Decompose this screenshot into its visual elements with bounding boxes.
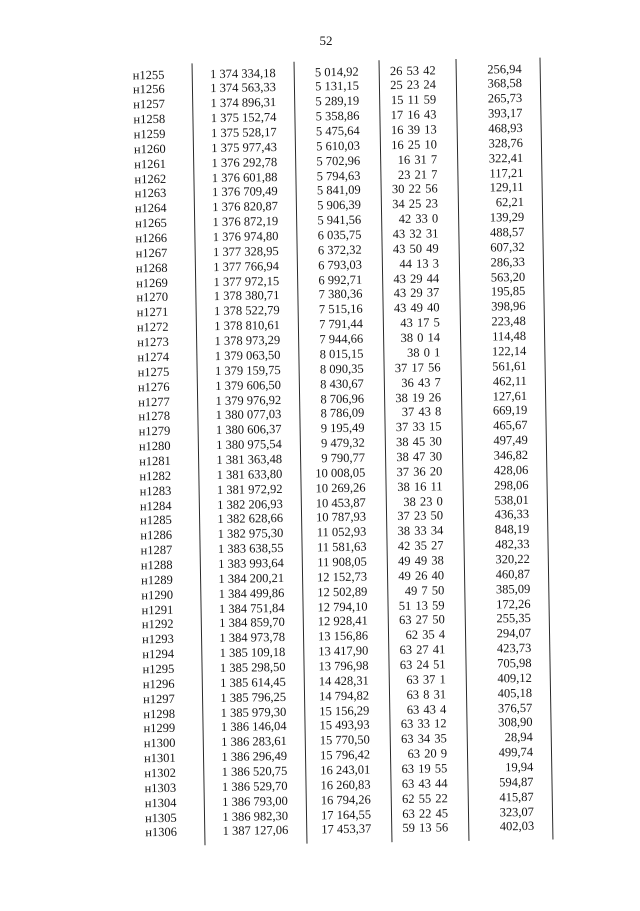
- cell-x-coordinate: 1 386 982,30: [222, 808, 289, 824]
- cell-y-coordinate: 5 475,64: [315, 123, 360, 139]
- cell-direction-angle: 38 16 11: [397, 478, 443, 494]
- cell-direction-angle: 43 49 40: [393, 300, 440, 316]
- cell-x-coordinate: 1 376 820,87: [212, 199, 279, 215]
- cell-distance: 172,26: [496, 596, 531, 611]
- cell-y-coordinate: 16 243,01: [320, 762, 371, 778]
- cell-y-coordinate: 10 787,93: [315, 509, 367, 525]
- cell-point-name: н1270: [136, 290, 169, 305]
- cell-distance: 415,87: [499, 789, 534, 805]
- cell-point-name: н1262: [134, 171, 167, 186]
- cell-x-coordinate: 1 381 633,80: [216, 466, 283, 482]
- cell-direction-angle: 38 45 30: [395, 434, 442, 450]
- cell-point-name: н1266: [135, 230, 168, 246]
- cell-point-name: н1297: [142, 691, 175, 706]
- cell-x-coordinate: 1 381 972,92: [216, 481, 283, 497]
- cell-y-coordinate: 5 610,03: [316, 138, 361, 154]
- cell-point-name: н1306: [145, 825, 178, 840]
- cell-point-name: н1278: [138, 409, 171, 424]
- cell-point-name: н1284: [139, 498, 172, 513]
- cell-y-coordinate: 7 515,16: [318, 301, 363, 317]
- cell-y-coordinate: 17 164,55: [320, 807, 372, 822]
- cell-direction-angle: 38 0 14: [400, 330, 441, 346]
- cell-distance: 256,94: [487, 61, 522, 77]
- cell-distance: 409,12: [497, 670, 532, 686]
- cell-point-name: н1283: [139, 483, 172, 498]
- cell-distance: 294,07: [496, 626, 532, 641]
- cell-point-name: н1296: [142, 676, 175, 692]
- cell-point-name: н1260: [133, 141, 166, 157]
- cell-direction-angle: 49 49 38: [397, 553, 444, 569]
- cell-point-name: н1265: [135, 216, 167, 231]
- cell-distance: 223,48: [491, 314, 526, 329]
- cell-x-coordinate: 1 384 499,86: [218, 585, 285, 601]
- cell-y-coordinate: 17 453,37: [321, 821, 372, 837]
- cell-distance: 468,93: [488, 120, 523, 136]
- cell-x-coordinate: 1 380 606,37: [215, 422, 282, 438]
- cell-y-coordinate: 5 014,92: [314, 64, 359, 79]
- cell-y-coordinate: 10 008,05: [315, 465, 366, 481]
- cell-direction-angle: 15 11 59: [390, 92, 437, 108]
- cell-y-coordinate: 6 035,75: [317, 227, 362, 243]
- cell-distance: 563,20: [490, 269, 526, 285]
- cell-x-coordinate: 1 386 520,75: [221, 763, 288, 779]
- cell-distance: 308,90: [498, 715, 533, 730]
- cell-x-coordinate: 1 386 296,49: [221, 749, 288, 765]
- cell-x-coordinate: 1 385 979,30: [220, 704, 287, 720]
- cell-point-name: н1291: [141, 602, 174, 617]
- cell-direction-angle: 37 43 8: [401, 404, 442, 420]
- cell-y-coordinate: 16 260,83: [320, 777, 371, 793]
- cell-y-coordinate: 15 156,29: [319, 703, 370, 718]
- cell-point-name: н1269: [136, 275, 168, 290]
- cell-y-coordinate: 10 269,26: [315, 480, 366, 496]
- cell-x-coordinate: 1 384 751,84: [218, 600, 285, 616]
- cell-direction-angle: 17 16 43: [390, 107, 437, 123]
- cell-y-coordinate: 5 941,56: [317, 212, 362, 228]
- cell-x-coordinate: 1 382 975,30: [217, 526, 284, 542]
- cell-distance: 499,74: [498, 744, 534, 760]
- cell-x-coordinate: 1 386 146,04: [220, 719, 287, 735]
- cell-distance: 322,41: [488, 150, 524, 166]
- cell-point-name: н1275: [137, 364, 170, 380]
- cell-y-coordinate: 14 428,31: [318, 673, 369, 689]
- cell-y-coordinate: 6 372,32: [317, 242, 362, 258]
- cell-x-coordinate: 1 376 601,88: [211, 169, 278, 185]
- cell-distance: 705,98: [497, 655, 532, 671]
- cell-x-coordinate: 1 375 528,17: [210, 125, 277, 141]
- cell-point-name: н1280: [138, 438, 171, 454]
- cell-point-name: н1268: [135, 260, 168, 276]
- cell-distance: 298,06: [494, 477, 529, 493]
- cell-direction-angle: 43 17 5: [400, 315, 440, 331]
- cell-direction-angle: 43 50 49: [392, 241, 439, 257]
- cell-distance: 398,96: [491, 299, 526, 314]
- cell-distance: 129,11: [489, 180, 524, 195]
- cell-distance: 497,49: [493, 432, 528, 448]
- cell-x-coordinate: 1 374 896,31: [210, 95, 277, 111]
- cell-distance: 19,94: [505, 759, 534, 775]
- cell-point-name: н1279: [138, 424, 171, 439]
- cell-distance: 127,61: [492, 388, 528, 403]
- cell-direction-angle: 37 17 56: [394, 360, 441, 375]
- cell-y-coordinate: 5 906,39: [317, 197, 362, 213]
- cell-x-coordinate: 1 377 766,94: [213, 258, 280, 274]
- cell-x-coordinate: 1 376 872,19: [212, 214, 279, 230]
- cell-x-coordinate: 1 380 077,03: [215, 407, 282, 423]
- cell-direction-angle: 43 29 44: [393, 270, 440, 286]
- cell-y-coordinate: 13 796,98: [318, 658, 369, 674]
- cell-x-coordinate: 1 385 109,18: [219, 645, 286, 661]
- cell-distance: 482,33: [495, 536, 530, 552]
- cell-x-coordinate: 1 377 328,95: [212, 243, 279, 259]
- cell-x-coordinate: 1 380 975,54: [216, 437, 282, 453]
- cell-direction-angle: 16 25 10: [391, 137, 438, 152]
- cell-direction-angle: 30 22 56: [391, 181, 438, 197]
- cell-y-coordinate: 12 794,10: [317, 599, 368, 614]
- cell-direction-angle: 37 36 20: [396, 464, 443, 479]
- cell-x-coordinate: 1 375 977,43: [211, 139, 278, 155]
- cell-distance: 607,32: [490, 239, 525, 255]
- cell-point-name: н1294: [142, 646, 175, 662]
- cell-point-name: н1274: [137, 349, 170, 365]
- cell-point-name: н1290: [141, 587, 174, 602]
- cell-direction-angle: 37 23 50: [397, 508, 444, 524]
- cell-point-name: н1301: [143, 750, 176, 766]
- cell-x-coordinate: 1 385 298,50: [219, 659, 286, 675]
- cell-distance: 265,73: [487, 91, 523, 106]
- cell-y-coordinate: 12 928,41: [317, 613, 368, 629]
- cell-point-name: н1259: [133, 126, 166, 142]
- cell-point-name: н1288: [140, 557, 173, 573]
- cell-point-name: н1255: [132, 67, 165, 82]
- cell-point-name: н1289: [140, 572, 173, 588]
- cell-x-coordinate: 1 378 522,79: [213, 303, 280, 319]
- cell-y-coordinate: 10 453,87: [315, 495, 366, 510]
- cell-direction-angle: 36 43 7: [401, 374, 441, 390]
- cell-distance: 385,09: [495, 581, 531, 597]
- cell-distance: 488,57: [489, 224, 525, 240]
- cell-distance: 195,85: [490, 284, 526, 299]
- cell-point-name: н1267: [135, 245, 168, 261]
- cell-distance: 328,76: [488, 135, 524, 151]
- cell-distance: 376,57: [497, 700, 533, 715]
- cell-point-name: н1302: [144, 765, 177, 781]
- cell-point-name: н1263: [134, 186, 167, 201]
- cell-direction-angle: 43 32 31: [392, 226, 439, 242]
- cell-y-coordinate: 15 493,93: [319, 717, 370, 733]
- cell-direction-angle: 63 22 45: [402, 805, 449, 821]
- cell-x-coordinate: 1 382 206,93: [217, 496, 283, 512]
- cell-x-coordinate: 1 378 380,71: [213, 288, 280, 304]
- cell-x-coordinate: 1 379 159,75: [214, 362, 281, 378]
- cell-y-coordinate: 15 796,42: [319, 747, 371, 763]
- cell-distance: 460,87: [495, 566, 531, 582]
- cell-y-coordinate: 13 417,90: [318, 643, 369, 659]
- cell-x-coordinate: 1 374 334,18: [209, 65, 276, 81]
- cell-x-coordinate: 1 386 283,61: [221, 734, 287, 750]
- cell-direction-angle: 63 24 51: [399, 657, 446, 673]
- page-number: 52: [319, 33, 333, 48]
- cell-x-coordinate: 1 379 976,92: [215, 392, 282, 408]
- cell-y-coordinate: 8 015,15: [319, 346, 364, 362]
- cell-direction-angle: 63 8 31: [406, 686, 447, 702]
- cell-x-coordinate: 1 374 563,33: [210, 80, 277, 96]
- cell-point-name: н1257: [133, 97, 166, 112]
- cell-distance: 323,07: [499, 804, 535, 819]
- cell-direction-angle: 63 20 9: [407, 746, 448, 762]
- cell-y-coordinate: 5 289,19: [315, 93, 360, 109]
- cell-direction-angle: 49 26 40: [398, 568, 445, 583]
- cell-direction-angle: 63 27 41: [399, 642, 446, 658]
- cell-y-coordinate: 5 131,15: [315, 79, 360, 94]
- cell-y-coordinate: 6 793,03: [318, 257, 363, 273]
- cell-direction-angle: 51 13 59: [398, 597, 445, 613]
- cell-distance: 368,58: [487, 76, 523, 91]
- cell-distance: 405,18: [497, 685, 533, 701]
- cell-point-name: н1300: [143, 736, 176, 751]
- cell-direction-angle: 63 19 55: [401, 761, 448, 777]
- cell-distance: 423,73: [496, 640, 532, 656]
- cell-x-coordinate: 1 382 628,66: [217, 511, 284, 527]
- cell-y-coordinate: 8 706,96: [320, 391, 365, 406]
- cell-distance: 393,17: [487, 106, 523, 121]
- cell-y-coordinate: 5 841,09: [316, 183, 361, 198]
- cell-y-coordinate: 15 770,50: [319, 732, 370, 748]
- cell-point-name: н1299: [143, 721, 176, 736]
- cell-direction-angle: 38 23 0: [403, 493, 443, 509]
- cell-direction-angle: 38 19 26: [395, 389, 442, 405]
- cell-y-coordinate: 12 502,89: [317, 584, 368, 600]
- cell-point-name: н1264: [134, 201, 167, 216]
- cell-direction-angle: 63 33 12: [400, 716, 447, 732]
- cell-y-coordinate: 11 052,93: [316, 524, 367, 540]
- cell-distance: 594,87: [499, 774, 534, 790]
- cell-direction-angle: 42 35 27: [397, 538, 444, 554]
- cell-point-name: н1293: [141, 632, 174, 647]
- cell-point-name: н1298: [143, 706, 176, 721]
- cell-direction-angle: 26 53 42: [389, 62, 436, 78]
- cell-point-name: н1304: [144, 795, 177, 810]
- cell-x-coordinate: 1 381 363,48: [216, 451, 283, 467]
- cell-direction-angle: 23 21 7: [397, 166, 438, 182]
- cell-distance: 561,61: [492, 358, 527, 374]
- cell-x-coordinate: 1 379 606,50: [215, 377, 281, 393]
- cell-distance: 428,06: [493, 462, 529, 478]
- cell-y-coordinate: 9 790,77: [321, 450, 366, 466]
- cell-y-coordinate: 16 794,26: [320, 792, 371, 808]
- cell-direction-angle: 62 55 22: [401, 790, 448, 806]
- cell-direction-angle: 38 33 34: [397, 523, 444, 539]
- cell-point-name: н1256: [132, 82, 165, 97]
- cell-y-coordinate: 12 152,73: [316, 569, 368, 585]
- cell-distance: 28,94: [504, 730, 533, 745]
- cell-y-coordinate: 14 794,82: [318, 688, 370, 704]
- cell-distance: 402,03: [499, 819, 535, 834]
- cell-direction-angle: 63 43 4: [406, 701, 447, 717]
- cell-distance: 669,19: [492, 403, 528, 418]
- cell-x-coordinate: 1 385 796,25: [220, 689, 287, 705]
- cell-direction-angle: 49 7 50: [404, 582, 445, 598]
- cell-x-coordinate: 1 385 614,45: [220, 674, 286, 690]
- cell-distance: 465,67: [493, 418, 528, 433]
- cell-y-coordinate: 5 702,96: [316, 153, 361, 169]
- cell-y-coordinate: 13 156,86: [317, 628, 369, 644]
- cell-point-name: н1281: [139, 453, 171, 469]
- cell-direction-angle: 25 23 24: [390, 77, 437, 93]
- cell-point-name: н1305: [144, 810, 177, 825]
- cell-distance: 62,21: [495, 195, 525, 210]
- cell-point-name: н1303: [144, 780, 177, 796]
- cell-point-name: н1258: [133, 112, 166, 127]
- cell-y-coordinate: 11 581,63: [316, 539, 367, 555]
- cell-x-coordinate: 1 375 152,74: [210, 110, 277, 126]
- cell-y-coordinate: 9 479,32: [320, 435, 365, 451]
- cell-y-coordinate: 11 908,05: [317, 554, 367, 570]
- cell-direction-angle: 43 29 37: [393, 285, 440, 301]
- cell-direction-angle: 37 33 15: [395, 419, 442, 435]
- cell-direction-angle: 63 27 50: [398, 612, 445, 628]
- cell-y-coordinate: 9 195,49: [320, 420, 365, 436]
- cell-point-name: н1272: [136, 320, 169, 335]
- cell-x-coordinate: 1 376 292,78: [211, 154, 278, 170]
- cell-distance: 255,35: [496, 611, 531, 626]
- cell-point-name: н1295: [142, 661, 175, 677]
- cell-y-coordinate: 5 358,86: [315, 108, 360, 124]
- cell-direction-angle: 16 31 7: [397, 152, 438, 167]
- cell-direction-angle: 42 33 0: [398, 211, 439, 227]
- cell-direction-angle: 62 35 4: [405, 627, 446, 643]
- cell-x-coordinate: 1 378 973,29: [214, 333, 281, 349]
- cell-point-name: н1292: [141, 617, 174, 632]
- cell-x-coordinate: 1 377 972,15: [213, 273, 280, 289]
- cell-point-name: н1285: [139, 513, 172, 528]
- cell-y-coordinate: 8 430,67: [320, 376, 364, 391]
- cell-point-name: н1277: [138, 394, 170, 409]
- cell-direction-angle: 44 13 3: [399, 256, 439, 271]
- cell-direction-angle: 63 34 35: [400, 731, 447, 747]
- cell-x-coordinate: 1 384 859,70: [219, 615, 285, 631]
- cell-direction-angle: 63 43 44: [401, 776, 448, 791]
- cell-distance: 848,19: [494, 522, 530, 537]
- cell-distance: 139,29: [489, 210, 525, 225]
- cell-direction-angle: 34 25 23: [392, 196, 439, 212]
- cell-direction-angle: 38 0 1: [406, 345, 441, 360]
- cell-x-coordinate: 1 384 973,78: [219, 630, 286, 646]
- cell-point-name: н1287: [140, 542, 173, 558]
- cell-x-coordinate: 1 376 974,80: [212, 229, 279, 245]
- cell-distance: 117,21: [489, 165, 524, 181]
- cell-direction-angle: 38 47 30: [396, 449, 443, 465]
- cell-x-coordinate: 1 378 810,61: [214, 318, 281, 334]
- cell-direction-angle: 63 37 1: [406, 672, 446, 687]
- cell-y-coordinate: 8 786,09: [320, 405, 365, 421]
- cell-distance: 436,33: [494, 507, 530, 522]
- cell-distance: 462,11: [492, 373, 527, 389]
- cell-distance: 538,01: [494, 492, 529, 507]
- cell-point-name: н1261: [134, 156, 167, 172]
- cell-x-coordinate: 1 376 709,49: [211, 184, 278, 200]
- coordinate-table: [122, 61, 553, 841]
- cell-distance: 320,22: [495, 551, 530, 567]
- cell-distance: 114,48: [492, 328, 527, 344]
- cell-direction-angle: 16 39 13: [390, 122, 437, 138]
- cell-y-coordinate: 7 944,66: [319, 331, 364, 347]
- cell-y-coordinate: 7 791,44: [319, 316, 363, 332]
- cell-point-name: н1286: [140, 528, 173, 543]
- cell-distance: 286,33: [490, 254, 525, 270]
- cell-point-name: н1276: [137, 379, 170, 394]
- cell-direction-angle: 59 13 56: [402, 820, 449, 836]
- cell-x-coordinate: 1 386 529,70: [221, 778, 288, 794]
- cell-distance: 122,14: [491, 343, 527, 359]
- cell-y-coordinate: 7 380,36: [318, 287, 363, 302]
- cell-y-coordinate: 8 090,35: [319, 361, 364, 377]
- cell-point-name: н1282: [139, 468, 172, 484]
- cell-distance: 346,82: [493, 447, 529, 463]
- cell-x-coordinate: 1 383 993,64: [218, 555, 284, 571]
- cell-point-name: н1271: [136, 305, 169, 320]
- cell-y-coordinate: 6 992,71: [318, 272, 363, 287]
- cell-y-coordinate: 5 794,63: [316, 168, 361, 183]
- cell-x-coordinate: 1 384 200,21: [218, 570, 285, 586]
- cell-x-coordinate: 1 386 793,00: [222, 793, 288, 809]
- cell-x-coordinate: 1 383 638,55: [217, 541, 284, 557]
- cell-x-coordinate: 1 387 127,06: [222, 823, 289, 839]
- cell-point-name: н1273: [137, 334, 169, 350]
- cell-x-coordinate: 1 379 063,50: [214, 347, 281, 363]
